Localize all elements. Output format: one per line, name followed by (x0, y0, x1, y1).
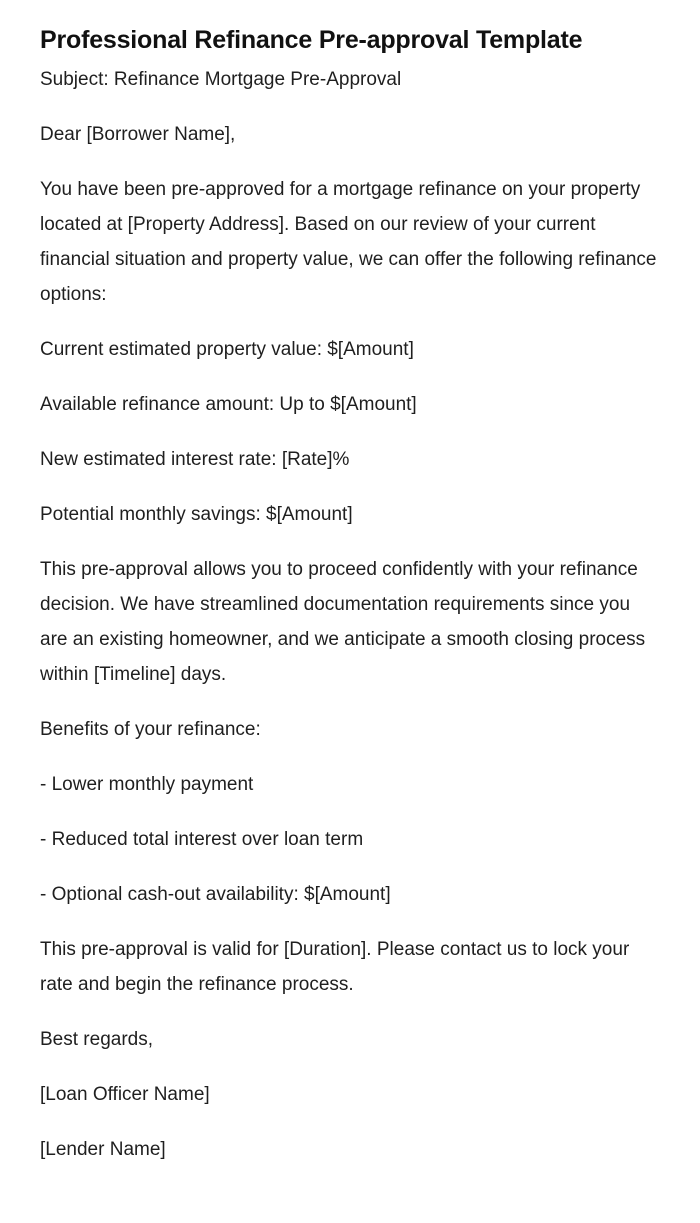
intro-paragraph: You have been pre-approved for a mortgage refinance on your property located at [Property Address]. Based on our review of your current financial situation and property value, we can offer the following refinance options: (40, 179, 657, 305)
benefits-heading: Benefits of your refinance: (40, 719, 261, 740)
benefit-item: - Reduced total interest over loan term (40, 829, 364, 850)
document-title: Professional Refinance Pre-approval Template (40, 26, 583, 54)
lender-name: [Lender Name] (40, 1139, 166, 1160)
salutation: Dear [Borrower Name], (40, 124, 236, 145)
benefit-item: - Optional cash-out availability: $[Amount] (40, 884, 391, 905)
interest-rate-line: New estimated interest rate: [Rate]% (40, 449, 350, 470)
benefit-item: - Lower monthly payment (40, 774, 254, 795)
subject-line: Subject: Refinance Mortgage Pre-Approval (40, 69, 402, 90)
closing: Best regards, (40, 1029, 153, 1050)
refinance-amount-line: Available refinance amount: Up to $[Amount] (40, 394, 417, 415)
property-value-line: Current estimated property value: $[Amount] (40, 339, 414, 360)
validity-paragraph: This pre-approval is valid for [Duration]. Please contact us to lock your rate and begin the refinance process. (40, 939, 630, 995)
monthly-savings-line: Potential monthly savings: $[Amount] (40, 504, 353, 525)
pre-approval-paragraph: This pre-approval allows you to proceed confidently with your refinance decision. We have streamlined documentation requirements since you are an existing homeowner, and we anticipate a smooth closing process within [Timeline] days. (40, 559, 646, 685)
loan-officer-name: [Loan Officer Name] (40, 1084, 210, 1105)
